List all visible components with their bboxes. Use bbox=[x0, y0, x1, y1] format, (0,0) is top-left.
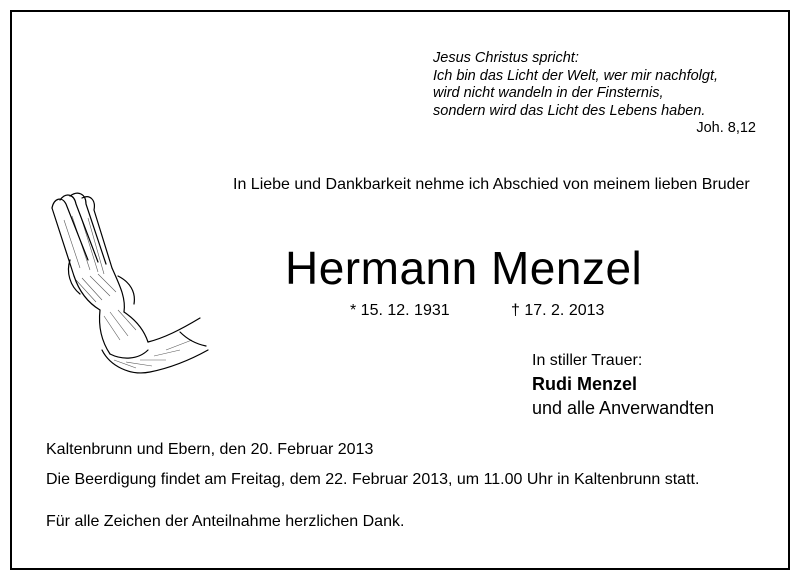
bible-verse bbox=[433, 50, 756, 138]
verse-line-1: Jesus Christus spricht: bbox=[433, 50, 579, 66]
deceased-name: Hermann Menzel bbox=[285, 242, 643, 294]
verse-line-2: Ich bin das Licht der Welt, wer mir nachfolgt, bbox=[433, 67, 719, 84]
verse-reference: Joh. 8,12 bbox=[696, 120, 756, 136]
intro-text: In Liebe und Dankbarkeit nehme ich Abschied von meinem lieben Bruder bbox=[233, 176, 750, 193]
verse-line-3: wird nicht wandeln in der Finsternis, bbox=[433, 85, 664, 101]
mourners-label: In stiller Trauer: bbox=[532, 352, 643, 369]
death-date: † 17. 2. 2013 bbox=[511, 302, 605, 319]
place-date: Kaltenbrunn und Ebern, den 20. Februar 2013 bbox=[46, 441, 374, 458]
verse-line-4: sondern wird das Licht des Lebens haben. bbox=[433, 102, 706, 119]
mourners-others: und alle Anverwandten bbox=[532, 398, 715, 418]
birth-date: * 15. 12. 1931 bbox=[350, 302, 450, 319]
thanks-note: Für alle Zeichen der Anteilnahme herzlichen Dank. bbox=[46, 513, 405, 530]
praying-hands-icon bbox=[40, 190, 210, 385]
mourner-name: Rudi Menzel bbox=[532, 374, 638, 394]
funeral-notice: Die Beerdigung findet am Freitag, dem 22. Februar 2013, um 11.00 Uhr in Kaltenbrunn statt. bbox=[46, 471, 700, 488]
